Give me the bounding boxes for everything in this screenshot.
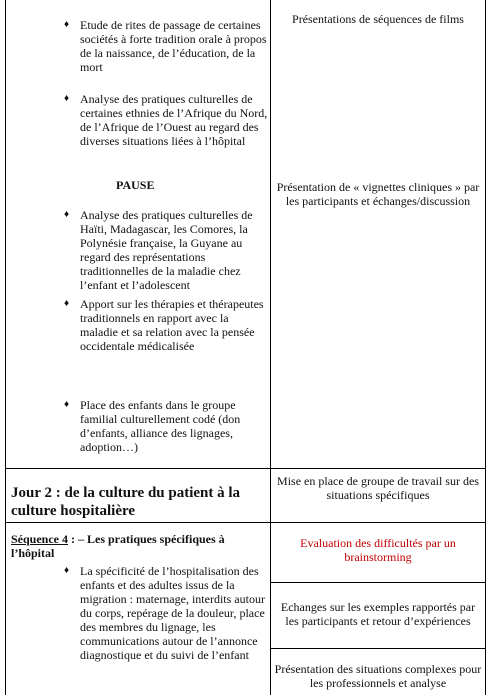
bullet-item-therapies	[64, 297, 268, 353]
diamond-bullet-icon: ♦	[64, 565, 70, 576]
diamond-bullet-icon: ♦	[64, 399, 70, 410]
activity-vignettes: Présentation de « vignettes cliniques » par les participants et échanges/discussion	[276, 180, 480, 208]
diamond-bullet-icon: ♦	[64, 19, 70, 30]
right-cell-divider-2	[270, 648, 486, 649]
bullet-item-haiti	[64, 208, 268, 292]
sequence-4-heading	[11, 532, 266, 560]
sequence-label: Séquence 4	[11, 532, 68, 546]
right-cell-divider-1	[270, 582, 486, 583]
bullet-item-hospitalisation	[64, 564, 268, 662]
day-2-heading: Jour 2 : de la culture du patient à la culture hospitalière	[11, 485, 241, 519]
row-divider-2	[5, 522, 486, 523]
bullet-text: La spécificité de l’hospitalisation des enfants et des adultes issus de la migration : maternage, interdits autour du corps, repérage de la douleur, place des membres du lignage, les communications autour de l’annonce diagnostique et du suivi de l’enfant	[80, 564, 265, 662]
bullet-text: Etude de rites de passage de certaines sociétés à forte tradition orale à propos de la naissance, de l’éducation, de la mort	[80, 18, 267, 74]
activity-brainstorming: Evaluation des difficultés par un brainstorming	[300, 536, 456, 564]
bullet-item-place-enfants	[64, 398, 268, 454]
table-left-border	[5, 0, 6, 695]
activity-situations-complexes: Présentation des situations complexes pour les professionnels et analyse	[274, 662, 482, 690]
activity-films: Présentations de séquences de films	[292, 12, 464, 26]
bullet-text: Apport sur les thérapies et thérapeutes traditionnels en rapport avec la maladie et sa relation avec la pensée occidentale médicalisée	[80, 297, 264, 353]
activity-groupe-travail: Mise en place de groupe de travail sur des situations spécifiques	[277, 474, 479, 502]
diamond-bullet-icon: ♦	[64, 298, 70, 309]
diamond-bullet-icon: ♦	[64, 93, 70, 104]
column-divider	[270, 0, 271, 695]
bullet-text: Analyse des pratiques culturelles de certaines ethnies de l’Afrique du Nord, de l’Afrique de l’Ouest au regard des diverses situations liées à l’hôpital	[80, 92, 268, 148]
sequence-title: : – Les pratiques spécifiques à l’hôpital	[11, 532, 225, 560]
activity-echanges: Echanges sur les exemples rapportés par les participants et retour d’expériences	[280, 600, 476, 628]
pause-label: PAUSE	[116, 178, 155, 192]
table-right-border	[485, 0, 486, 695]
bullet-item-afrique	[64, 92, 268, 148]
diamond-bullet-icon: ♦	[64, 209, 70, 220]
bullet-item-rites	[64, 18, 268, 74]
bullet-text: Place des enfants dans le groupe familial culturellement codé (don d’enfants, alliance des lignages, adoption…)	[80, 398, 241, 454]
row-divider-1	[5, 468, 486, 469]
bullet-text: Analyse des pratiques culturelles de Haïti, Madagascar, les Comores, la Polynésie française, la Guyane au regard des représentations traditionnelles de la maladie chez l’enfant et l’adolescent	[80, 208, 253, 292]
